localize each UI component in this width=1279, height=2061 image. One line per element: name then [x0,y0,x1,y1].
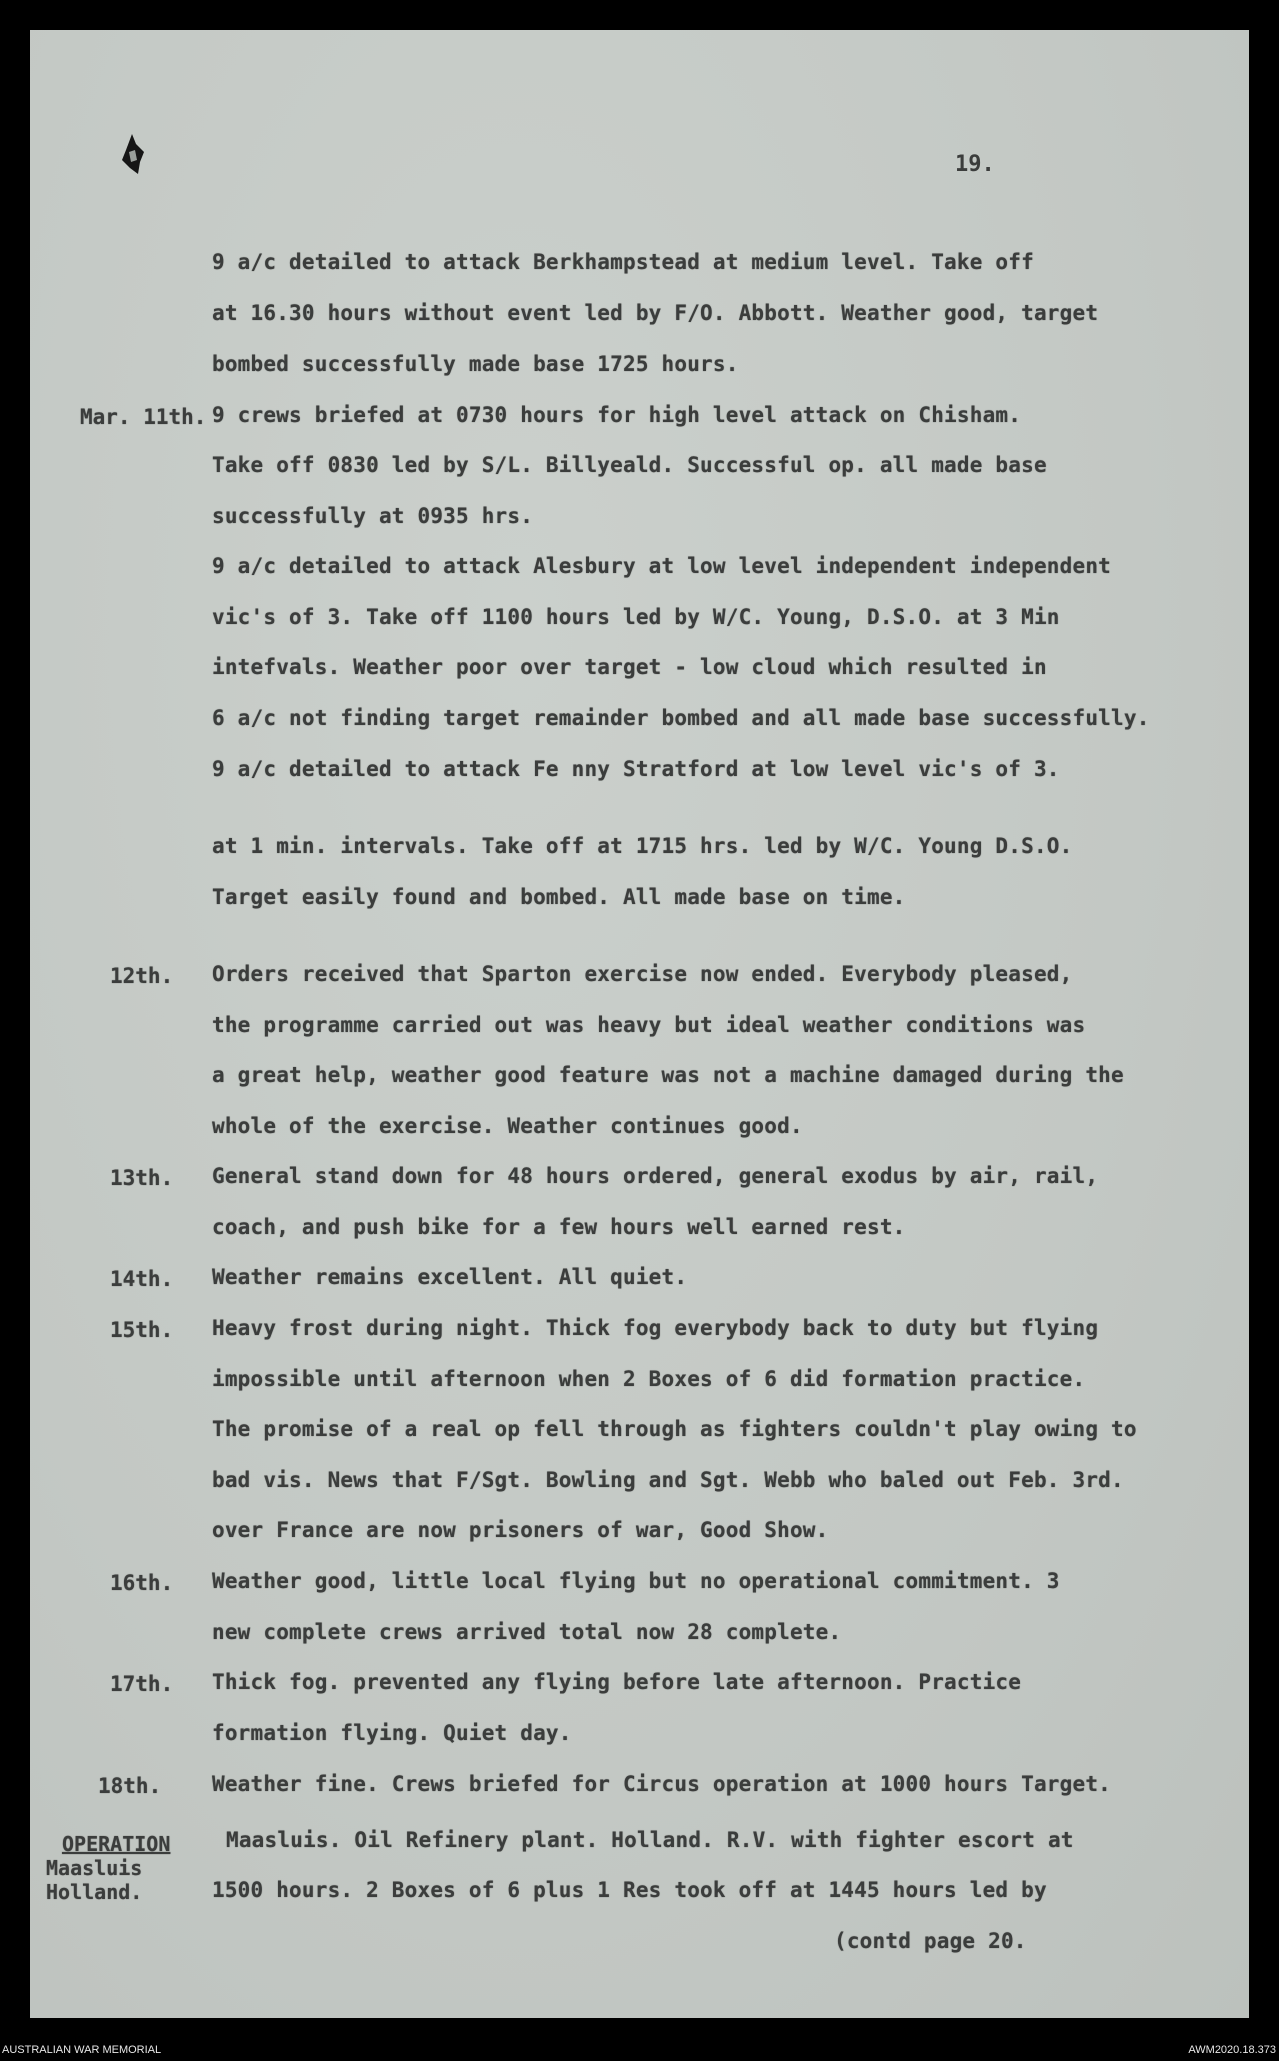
text-line: bad vis. News that F/Sgt. Bowling and Sgt. Webb who baled out Feb. 3rd. [212,1468,1124,1492]
continued-note: (contd page 20. [834,1929,1027,1953]
text-line: Weather good, little local flying but no operational commitment. 3 [212,1569,1060,1593]
text-line: 9 a/c detailed to attack Alesbury at low level independent independent [212,554,1112,578]
text-line: General stand down for 48 hours ordered, general exodus by air, rail, [212,1164,1099,1188]
date-16th: 16th. [110,1571,174,1595]
text-line: Orders received that Sparton exercise now ended. Everybody pleased, [212,962,1073,986]
text-line: over France are now prisoners of war, Good Show. [212,1518,829,1542]
operation-place: Maasluis [46,1856,143,1880]
footer-archive-name: AUSTRALIAN WAR MEMORIAL [2,2044,162,2056]
text-line: intefvals. Weather poor over target - low cloud which resulted in [212,655,1047,679]
text-line: bombed successfully made base 1725 hours. [212,352,739,376]
text-line: Maasluis. Oil Refinery plant. Holland. R.V. with fighter escort at [226,1828,1074,1852]
date-mar-11: Mar. 11th. [80,405,207,429]
text-line: Target easily found and bombed. All made base on time. [212,885,906,909]
text-line: formation flying. Quiet day. [212,1721,572,1745]
text-line: The promise of a real op fell through as fighters couldn't play owing to [212,1417,1137,1441]
text-line: a great help, weather good feature was not a machine damaged during the [212,1063,1124,1087]
punch-hole-mark [118,132,148,178]
date-15th: 15th. [110,1318,174,1342]
date-13th: 13th. [110,1166,174,1190]
date-12th: 12th. [110,964,174,988]
text-line: whole of the exercise. Weather continues good. [212,1114,803,1138]
page-number: 19. [955,152,995,177]
text-line: 9 a/c detailed to attack Fe nny Stratford at low level vic's of 3. [212,757,1060,781]
text-line: new complete crews arrived total now 28 complete. [212,1620,842,1644]
text-line: the programme carried out was heavy but ideal weather conditions was [212,1013,1086,1037]
text-line: 6 a/c not finding target remainder bombed and all made base successfully. [212,706,1150,730]
operation-label: OPERATION [62,1832,171,1856]
text-line: Weather remains excellent. All quiet. [212,1265,688,1289]
footer-reference: AWM2020.18.373 [1188,2044,1276,2056]
text-line: at 16.30 hours without event led by F/O. Abbott. Weather good, target [212,301,1099,325]
date-18th: 18th. [98,1774,162,1798]
date-14th: 14th. [110,1267,174,1291]
text-line: 9 a/c detailed to attack Berkhampstead at medium level. Take off [212,250,1034,274]
text-line: Heavy frost during night. Thick fog everybody back to duty but flying [212,1316,1099,1340]
text-line: 9 crews briefed at 0730 hours for high level attack on Chisham. [212,403,1022,427]
text-line: successfully at 0935 hrs. [212,504,534,528]
operation-country: Holland. [46,1880,143,1904]
text-line: coach, and push bike for a few hours well earned rest. [212,1215,906,1239]
text-line: at 1 min. intervals. Take off at 1715 hrs. led by W/C. Young D.S.O. [212,834,1073,858]
text-line: impossible until afternoon when 2 Boxes of 6 did formation practice. [212,1367,1086,1391]
text-line: vic's of 3. Take off 1100 hours led by W/C. Young, D.S.O. at 3 Min [212,605,1060,629]
text-line: Thick fog. prevented any flying before late afternoon. Practice [212,1670,1022,1694]
date-17th: 17th. [110,1672,174,1696]
text-line: 1500 hours. 2 Boxes of 6 plus 1 Res took off at 1445 hours led by [212,1878,1047,1902]
text-line: Weather fine. Crews briefed for Circus operation at 1000 hours Target. [212,1772,1112,1796]
text-line: Take off 0830 led by S/L. Billyeald. Successful op. all made base [212,453,1047,477]
